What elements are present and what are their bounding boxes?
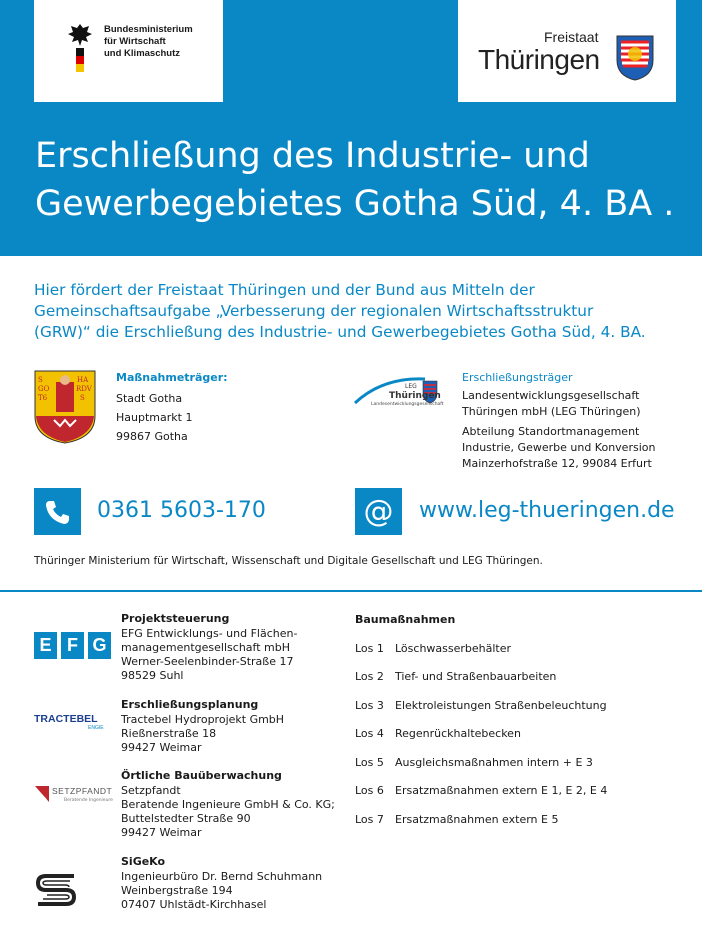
massnahmetraeger-label: Maßnahmeträger: — [116, 371, 228, 384]
bmwk-line-2: für Wirtschaft — [104, 36, 166, 47]
baumassnahmen-heading: Baumaßnahmen — [355, 613, 456, 626]
erschliessungstraeger-line-3: Abteilung Standortmanagement — [462, 425, 640, 438]
svg-text:S: S — [38, 376, 43, 384]
erschliessungstraeger-line-4: Industrie, Gewerbe und Konversion — [462, 441, 656, 454]
svg-text:T6: T6 — [38, 394, 48, 402]
los-item — [355, 756, 593, 769]
partner-projektsteuerung — [121, 612, 297, 683]
website-link[interactable]: www.leg-thueringen.de — [419, 498, 675, 523]
erschliessungstraeger-block — [462, 370, 655, 472]
setzpfandt-name: SETZPFANDT — [52, 786, 113, 796]
freistaat-label: Freistaat — [544, 29, 599, 45]
los-number: Los 6 — [355, 784, 384, 797]
los-text: Regenrückhaltebecken — [395, 727, 521, 740]
federal-eagle-icon — [67, 22, 93, 74]
efg-letter-e: E — [34, 632, 57, 659]
partner-erschliessungsplanung — [121, 698, 284, 755]
partner-line: 99427 Weimar — [121, 826, 202, 839]
partner-line: 98529 Suhl — [121, 669, 184, 682]
tractebel-name: TRACTEBEL — [34, 713, 98, 725]
leg-sub: Thüringen — [389, 391, 441, 401]
thueringen-label: Thüringen — [478, 44, 600, 75]
footnote-text: Thüringer Ministerium für Wirtschaft, Wissenschaft und Digitale Gesellschaft und LEG Thüringen. — [34, 555, 543, 567]
intro-text — [34, 280, 684, 343]
massnahmetraeger-line-2: Hauptmarkt 1 — [116, 411, 193, 424]
leg-tagline: Landesentwicklungsgesellschaft — [371, 402, 444, 407]
svg-text:GO: GO — [38, 385, 50, 393]
partner-line: Beratende Ingenieure GmbH & Co. KG; — [121, 798, 335, 811]
partner-sigeko — [121, 855, 322, 912]
partner-line: Weinbergstraße 194 — [121, 884, 233, 897]
setzpfandt-logo — [34, 785, 114, 807]
freistaat-thueringen-logo — [458, 0, 676, 102]
partner-line: Buttelstedter Straße 90 — [121, 812, 251, 825]
partner-line: Ingenieurbüro Dr. Bernd Schuhmann — [121, 870, 323, 883]
los-text: Ersatzmaßnahmen extern E 1, E 2, E 4 — [395, 784, 608, 797]
title-line-2: Gewerbegebietes Gotha Süd, 4. BA . — [35, 184, 675, 224]
los-text: Elektroleistungen Straßenbeleuchtung — [395, 699, 607, 712]
los-number: Los 3 — [355, 699, 384, 712]
bmwk-name — [104, 24, 193, 60]
intro-line-3: (GRW)“ die Erschließung des Industrie- und Gewerbegebietes Gotha Süd, 4. BA. — [34, 323, 646, 341]
partner-line: Tractebel Hydroprojekt GmbH — [121, 713, 285, 726]
partner-line: Rießnerstraße 18 — [121, 727, 217, 740]
intro-line-2: Gemeinschaftsaufgabe „Verbesserung der regionalen Wirtschaftsstruktur — [34, 302, 594, 320]
bmwk-line-1: Bundesministerium — [104, 24, 193, 35]
svg-text:HA: HA — [77, 376, 89, 384]
erschliessungstraeger-line-1: Landesentwicklungsgesellschaft — [462, 389, 640, 402]
los-text: Ersatzmaßnahmen extern E 5 — [395, 813, 559, 826]
sigeko-logo-icon — [34, 870, 78, 910]
massnahmetraeger-block — [116, 370, 228, 446]
massnahmetraeger-line-1: Stadt Gotha — [116, 392, 183, 405]
efg-letter-g: G — [88, 632, 111, 659]
partner-title: Örtliche Bauüberwachung — [121, 769, 282, 782]
erschliessungstraeger-line-2: Thüringen mbH (LEG Thüringen) — [462, 405, 641, 418]
setzpfandt-sub: Beratende Ingenieure — [64, 798, 113, 803]
footnote — [34, 555, 543, 567]
phone-icon — [34, 488, 81, 535]
massnahmetraeger-line-3: 99867 Gotha — [116, 430, 188, 443]
partner-line: managementgesellschaft mbH — [121, 641, 290, 654]
at-icon: @ — [355, 488, 402, 535]
partner-title: Erschließungsplanung — [121, 698, 259, 711]
efg-logo — [34, 632, 112, 659]
partner-line: Setzpfandt — [121, 784, 181, 797]
partner-title: SiGeKo — [121, 855, 166, 868]
los-text: Löschwasserbehälter — [395, 642, 512, 655]
los-number: Los 1 — [355, 642, 384, 655]
los-item — [355, 642, 511, 655]
baumassnahmen-title — [355, 612, 455, 628]
efg-letter-f: F — [61, 632, 84, 659]
gotha-coat-of-arms-icon — [34, 370, 96, 444]
setzpfandt-mark-icon — [34, 785, 50, 803]
phone-number[interactable]: 0361 5603-170 — [97, 498, 266, 523]
los-item — [355, 784, 607, 797]
los-number: Los 5 — [355, 756, 384, 769]
partner-line: 99427 Weimar — [121, 741, 202, 754]
partner-title: Projektsteuerung — [121, 612, 230, 625]
thueringen-coat-of-arms-icon — [615, 34, 655, 82]
erschliessungstraeger-label: Erschließungsträger — [462, 371, 573, 384]
leg-logo — [353, 373, 453, 415]
los-item — [355, 699, 607, 712]
tractebel-sub: ENGIE — [88, 725, 104, 731]
partner-line: Werner-Seelenbinder-Straße 17 — [121, 655, 294, 668]
bmwk-logo — [34, 0, 223, 102]
svg-text:RDV: RDV — [76, 385, 92, 393]
los-text: Tief- und Straßenbauarbeiten — [395, 670, 557, 683]
los-number: Los 7 — [355, 813, 384, 826]
divider — [0, 590, 702, 592]
los-number: Los 4 — [355, 727, 384, 740]
title-line-1: Erschließung des Industrie- und — [35, 136, 590, 176]
intro-line-1: Hier fördert der Freistaat Thüringen und der Bund aus Mitteln der — [34, 281, 535, 299]
los-item — [355, 813, 558, 826]
tractebel-logo — [34, 713, 104, 731]
leg-name: LEG — [405, 383, 417, 390]
los-item — [355, 727, 521, 740]
bmwk-line-3: und Klimaschutz — [104, 48, 181, 59]
partner-line: 07407 Uhlstädt-Kirchhasel — [121, 898, 267, 911]
partner-line: EFG Entwicklungs- und Flächen- — [121, 627, 298, 640]
los-item — [355, 670, 556, 683]
erschliessungstraeger-line-5: Mainzerhofstraße 12, 99084 Erfurt — [462, 457, 652, 470]
svg-text:S: S — [80, 394, 85, 402]
page-title — [35, 132, 695, 228]
los-number: Los 2 — [355, 670, 384, 683]
partner-bauueberwachung — [121, 769, 335, 840]
los-text: Ausgleichsmaßnahmen intern + E 3 — [395, 756, 593, 769]
